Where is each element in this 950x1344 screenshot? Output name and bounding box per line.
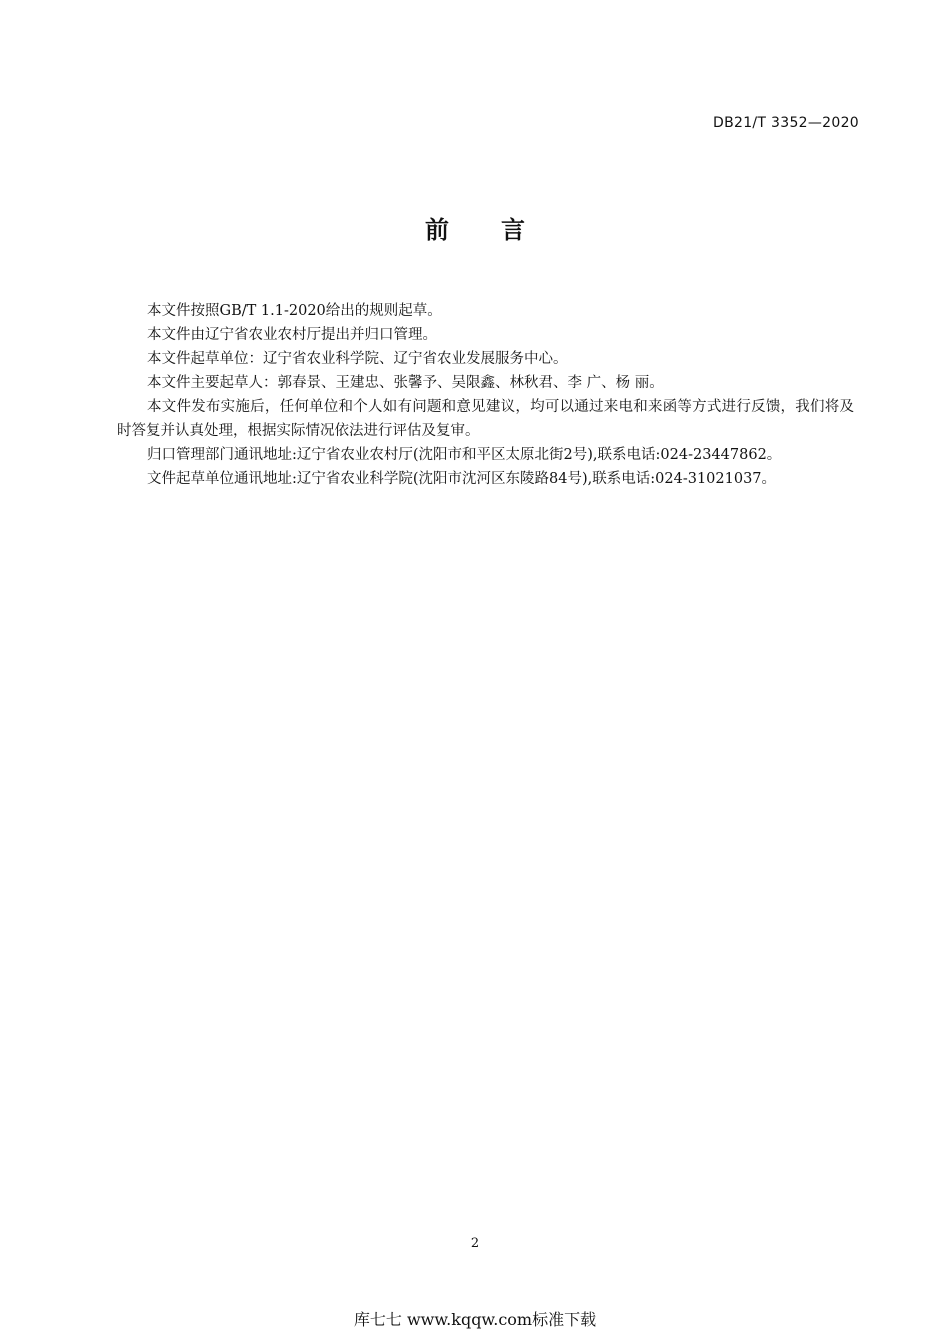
title-char-2: 言 [501, 216, 525, 244]
footer-watermark: 库七七 www.kqqw.com标准下载 [353, 1310, 597, 1329]
paragraph-admin-address: 归口管理部门通讯地址:辽宁省农业农村厅(沈阳市和平区太原北街2号),联系电话:024-23447862。 [147, 447, 782, 463]
document-code: DB21/T 3352—2020 [713, 115, 859, 131]
page-title [0, 210, 950, 245]
paragraph-drafting-units: 本文件起草单位：辽宁省农业科学院、辽宁省农业发展服务中心。 [147, 351, 568, 367]
title-char-1: 前 [425, 216, 449, 244]
paragraph-drafting-rules: 本文件按照GB/T 1.1-2020给出的规则起草。 [147, 303, 442, 319]
paragraph-drafter-address: 文件起草单位通讯地址:辽宁省农业科学院(沈阳市沈河区东陵路84号),联系电话:024-31021037。 [147, 471, 777, 487]
paragraph-drafters: 本文件主要起草人：郭春景、王建忠、张馨予、吴限鑫、林秋君、李 广、杨 丽。 [147, 375, 664, 391]
page-number: 2 [470, 1236, 480, 1251]
paragraph-proposer: 本文件由辽宁省农业农村厅提出并归口管理。 [147, 327, 437, 343]
foreword-body [117, 299, 854, 491]
paragraph-feedback: 本文件发布实施后，任何单位和个人如有问题和意见建议，均可以通过来电和来函等方式进行反馈，我们将及时答复并认真处理，根据实际情况依法进行评估及复审。 [117, 399, 854, 439]
